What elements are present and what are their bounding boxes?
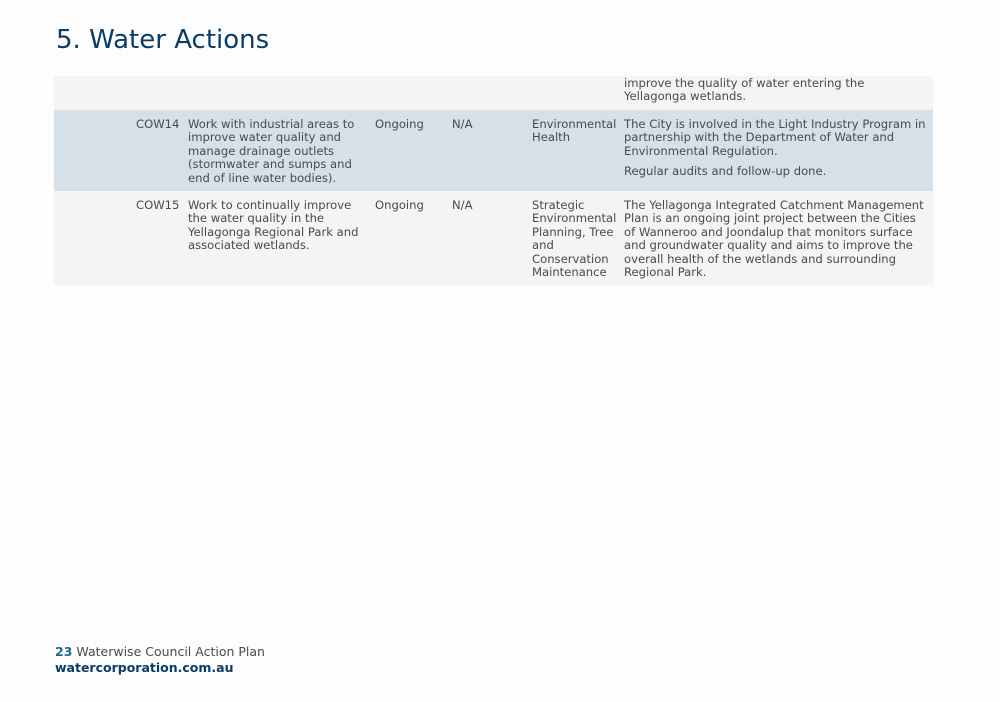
table-row [54,191,933,285]
comments-cell [624,199,929,279]
comment-text: improve the quality of water entering the Yellagonga wetlands. [624,76,865,104]
page-number: 23 [55,644,73,659]
comment-text: The City is involved in the Light Industry Program in partnership with the Department of Water and Environmental Regulation. [624,117,926,158]
action-description: Work with industrial areas to improve water quality and manage drainage outlets (stormwater and sumps and end of line water bodies). [188,117,355,185]
budget-cell: N/A [452,117,473,131]
responsibility-cell: Environmental Health [532,117,617,145]
responsibility-cell: Strategic Environmental Planning, Tree and Conservation Maintenance [532,198,617,280]
footer-doc-title: Waterwise Council Action Plan [76,644,265,659]
page-footer [55,644,265,676]
action-id: COW15 [136,198,180,212]
budget-cell: N/A [452,198,473,212]
table-row [54,76,933,110]
footer-title-line [55,644,265,660]
comment-text: The Yellagonga Integrated Catchment Management Plan is an ongoing joint project between the Cities of Wanneroo and Joondalup that monitors surface and groundwater quality and aims to improve the overall health of the wetlands and surrounding Regional Park. [624,198,924,280]
footer-url: watercorporation.com.au [55,660,234,675]
timeframe-cell: Ongoing [375,117,424,131]
action-description: Work to continually improve the water quality in the Yellagonga Regional Park and associated wetlands. [188,198,359,253]
action-id: COW14 [136,117,180,131]
comment-text: Regular audits and follow-up done. [624,164,827,179]
timeframe-cell: Ongoing [375,198,424,212]
water-actions-table [54,76,933,285]
table-row [54,110,933,191]
page-title: 5. Water Actions [56,25,270,55]
comments-cell [624,77,929,104]
comments-cell [624,118,929,179]
